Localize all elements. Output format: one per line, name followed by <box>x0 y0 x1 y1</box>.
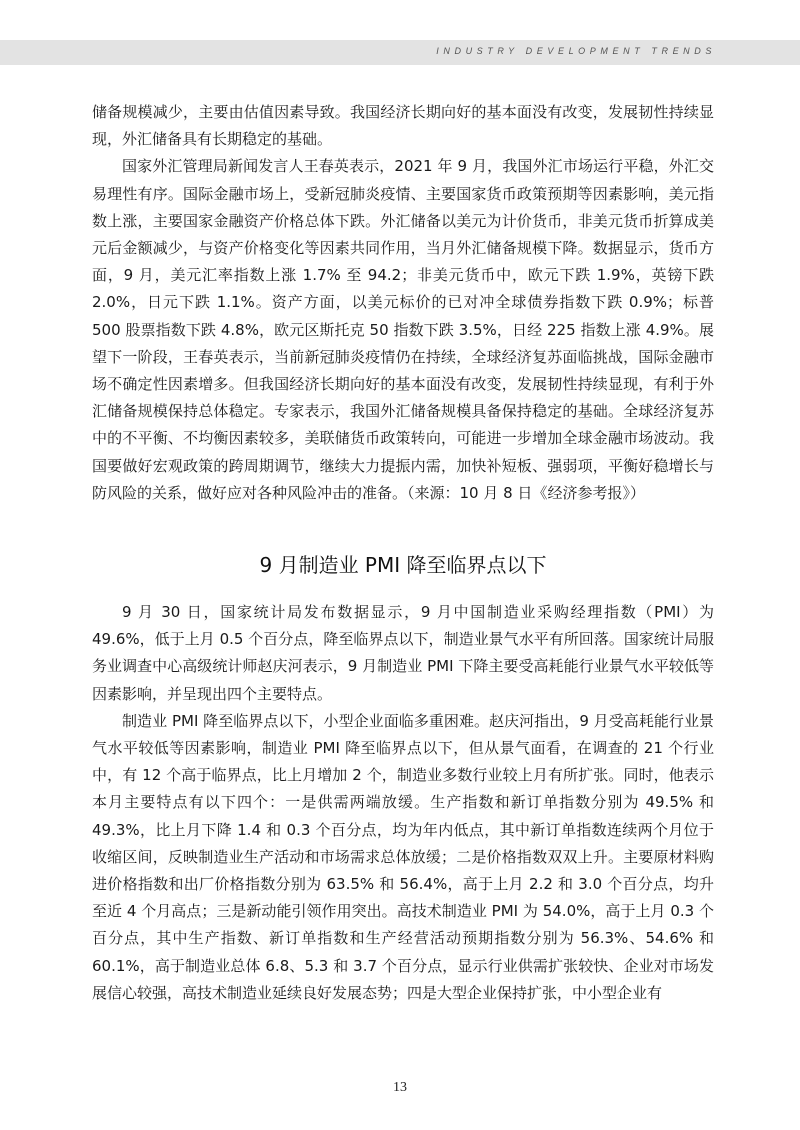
article2-paragraph-1: 9 月 30 日，国家统计局发布数据显示，9 月中国制造业采购经理指数（PMI）为 49.6%，低于上月 0.5 个百分点，降至临界点以下，制造业景气水平有所回落。国家统计局服务业调查中心高级统计师赵庆河表示，9 月制造业 PMI 下降主要受高耗能行业景气水平较低等因素影响，并呈现出四个主要特点。 <box>92 603 714 703</box>
article1-paragraph-1: 储备规模减少，主要由估值因素导致。我国经济长期向好的基本面没有改变，发展韧性持续显现，外汇储备具有长期稳定的基础。 <box>92 103 714 149</box>
page-number: 13 <box>393 1080 407 1095</box>
article1-paragraph-2: 国家外汇管理局新闻发言人王春英表示，2021 年 9 月，我国外汇市场运行平稳，外汇交易理性有序。国际金融市场上，受新冠肺炎疫情、主要国家货币政策预期等因素影响，美元指数上涨，主要国家金融资产价格总体下跌。外汇储备以美元为计价货币，非美元货币折算成美元后金额减少，与资产价格变化等因素共同作用，当月外汇储备规模下降。数据显示，货币方面，9 月，美元汇率指数上涨 1.7% 至 94.2；非美元货币中，欧元下跌 1.9%，英镑下跌 2.0%，日元下跌 1.1%。资产方面，以美元标价的已对冲全球债券指数下跌 0.9%；标普 500 股票指数下跌 4.8%，欧元区斯托克 50 指数下跌 3.5%，日经 225 指数上涨 4.9%。展望下一阶段，王春英表示，当前新冠肺炎疫情仍在持续，全球经济复苏面临挑战，国际金融市场不确定性因素增多。但我国经济长期向好的基本面没有改变，发展韧性持续显现，有利于外汇储备规模保持总体稳定。专家表示，我国外汇储备规模具备保持稳定的基础。全球经济复苏中的不平衡、不均衡因素较多，美联储货币政策转向，可能进一步增加全球金融市场波动。我国要做好宏观政策的跨周期调节，继续大力提振内需，加快补短板、强弱项，平衡好稳增长与防风险的关系，做好应对各种风险冲击的准备。（来源：10 月 8 日《经济参考报》） <box>92 157 714 502</box>
article2-paragraph-2: 制造业 PMI 降至临界点以下，小型企业面临多重困难。赵庆河指出，9 月受高耗能行业景气水平较低等因素影响，制造业 PMI 降至临界点以下，但从景气面看，在调查的 21 个行业中，有 12 个高于临界点，比上月增加 2 个，制造业多数行业较上月有所扩张。同时，他表示本月主要特点有以下四个：一是供需两端放缓。生产指数和新订单指数分别为 49.5% 和 49.3%，比上月下降 1.4 和 0.3 个百分点，均为年内低点，其中新订单指数连续两个月位于收缩区间，反映制造业生产活动和市场需求总体放缓；二是价格指数双双上升。主要原材料购进价格指数和出厂价格指数分别为 63.5% 和 56.4%，高于上月 2.2 和 3.0 个百分点，均升至近 4 个月高点；三是新动能引领作用突出。高技术制造业 PMI 为 54.0%，高于上月 0.3 个百分点，其中生产指数、新订单指数和生产经营活动预期指数分别为 56.3%、54.6% 和 60.1%，高于制造业总体 6.8、5.3 和 3.7 个百分点，显示行业供需扩张较快、企业对市场发展信心较强，高技术制造业延续良好发展态势；四是大型企业保持扩张，中小型企业有 <box>92 711 714 1002</box>
article2-title: 9 月制造业 PMI 降至临界点以下 <box>259 553 547 578</box>
running-header-title: INDUSTRY DEVELOPMENT TRENDS <box>436 46 716 56</box>
page-content <box>92 99 714 1007</box>
running-header-band <box>0 40 800 65</box>
